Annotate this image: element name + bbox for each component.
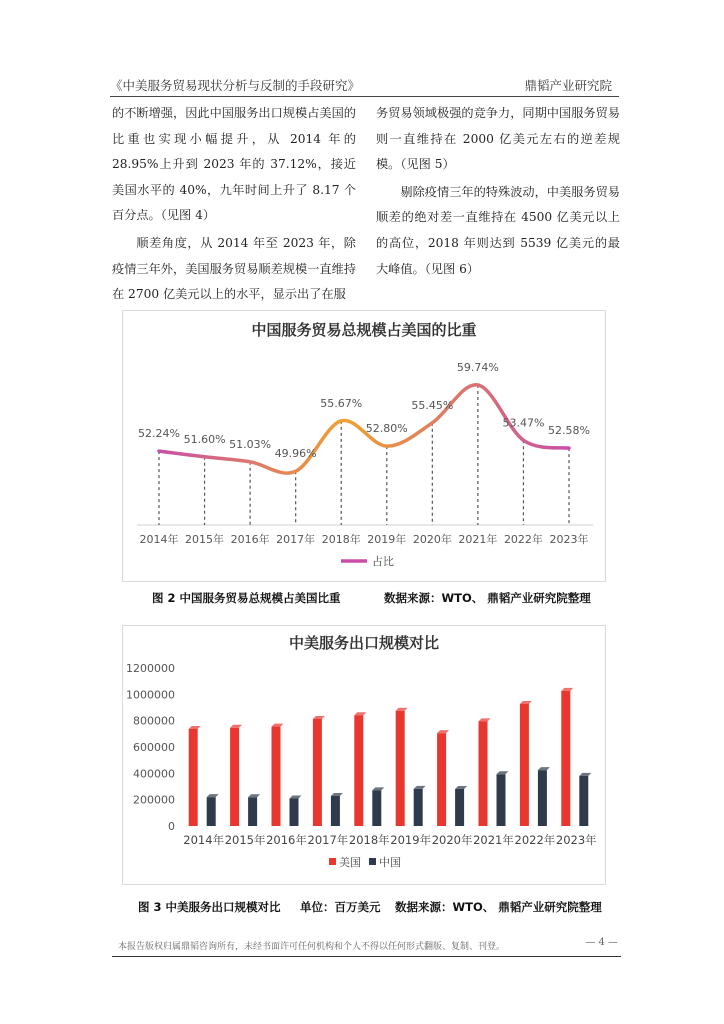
x-tick-label: 2020年: [431, 833, 473, 847]
x-tick-label: 2017年: [307, 833, 349, 847]
bar-top-usa: [561, 688, 573, 691]
y-tick-label: 1200000: [126, 662, 175, 675]
chart1-legend: [341, 554, 394, 568]
data-label: 52.58%: [548, 424, 590, 438]
page-number: — 4 —: [585, 937, 618, 948]
figure-2-source: 数据来源：WTO、 鼎韬产业研究院整理: [384, 591, 591, 605]
chart2-title: 中美服务出口规模对比: [288, 634, 440, 652]
x-tick-label: 2014年: [139, 533, 179, 546]
bar-usa: [437, 733, 446, 826]
bar-top-usa: [396, 708, 408, 711]
legend-label-usa: 美国: [339, 856, 361, 869]
bar-top-china: [207, 794, 219, 797]
paragraph-left-1: 的不断增强，因此中国服务出口规模占美国的比重也实现小幅提升，从 2014 年的 28.95%上升到 2023 年的 37.12%，接近美国水平的 40%，九年时间上升了 8.17 个百分点。（见图 4）: [112, 106, 356, 223]
legend-label-share: 占比: [372, 555, 394, 568]
legend-label-china: 中国: [379, 856, 401, 869]
legend-swatch-usa: [329, 858, 336, 865]
y-tick-label: 800000: [133, 714, 175, 728]
x-tick-label: 2022年: [503, 533, 543, 546]
data-label: 55.67%: [320, 396, 363, 410]
bar-usa: [230, 728, 239, 826]
bar-usa: [354, 715, 363, 826]
bar-china: [248, 797, 257, 826]
data-label: 53.47%: [502, 416, 545, 430]
x-tick-label: 2015年: [224, 833, 266, 847]
y-tick-label: 600000: [133, 741, 175, 754]
data-label: 55.45%: [411, 398, 454, 412]
page-header: [110, 76, 612, 94]
bar-top-china: [497, 771, 509, 774]
chart2-legend: [329, 855, 401, 869]
paragraph-right-1: 务贸易领域极强的竞争力，同期中国服务贸易则一直维持在 2000 亿美元左右的逆差规模。（见图 5）: [376, 106, 620, 172]
paragraph-right-2: 剔除疫情三年的特殊波动，中美服务贸易顺差的绝对差一直维持在 4500 亿美元以上的高位，2018 年则达到 5539 亿美元的最大峰值。（见图 6）: [376, 184, 620, 276]
x-tick-label: 2021年: [473, 833, 514, 847]
bar-usa: [313, 719, 322, 826]
bar-china: [497, 774, 506, 826]
header-divider: [110, 96, 619, 97]
figure-3-chart: [122, 625, 606, 885]
figure-2-caption: 图 2 中国服务贸易总规模占美国比重: [152, 591, 341, 605]
bar-china: [455, 789, 464, 826]
x-tick-label: 2023年: [549, 533, 589, 546]
bar-top-usa: [189, 726, 201, 729]
y-tick-label: 400000: [133, 767, 175, 781]
bar-top-usa: [354, 712, 366, 715]
body-column-left: [112, 101, 356, 308]
bar-top-china: [579, 773, 591, 776]
x-tick-label: 2019年: [367, 533, 407, 546]
footer-divider: [112, 956, 621, 957]
y-tick-label: 0: [168, 820, 175, 833]
bar-top-china: [248, 794, 260, 797]
bar-china: [372, 790, 381, 826]
bar-top-china: [455, 786, 467, 789]
bar-usa: [189, 729, 198, 826]
x-tick-label: 2016年: [230, 533, 270, 546]
x-tick-label: 2017年: [276, 533, 316, 546]
bar-top-usa: [479, 718, 491, 721]
export-bar-chart: [123, 626, 605, 884]
bar-usa: [272, 727, 281, 826]
bar-top-usa: [437, 730, 449, 733]
bar-usa: [479, 721, 488, 826]
bar-usa: [396, 711, 405, 826]
bar-china: [538, 770, 547, 826]
bar-top-china: [372, 787, 384, 790]
figure-3-unit: 单位：百万美元: [300, 900, 381, 914]
bar-top-usa: [272, 724, 284, 727]
data-label: 51.03%: [229, 437, 272, 451]
data-label: 49.96%: [274, 447, 317, 461]
body-column-right: [376, 101, 620, 282]
copyright-notice: 本报告版权归属鼎韬咨询所有，未经书面许可任何机构和个人不得以任何形式翻版、复制、刊登。: [118, 942, 506, 952]
chart1-title: 中国服务贸易总规模占美国的比重: [251, 321, 477, 339]
legend-swatch-china: [369, 858, 376, 865]
share-line-chart: [123, 311, 605, 581]
bar-top-usa: [230, 725, 242, 728]
document-title: 《中美服务贸易现状分析与反制的手段研究》: [110, 78, 361, 93]
figure-3-caption: 图 3 中美服务出口规模对比: [138, 900, 281, 914]
bar-china: [290, 798, 299, 826]
bar-china: [579, 776, 588, 826]
figure-2-chart: [122, 310, 606, 582]
figure-3-source: 数据来源：WTO、 鼎韬产业研究院整理: [395, 900, 602, 914]
y-tick-label: 1000000: [126, 688, 175, 702]
bar-top-usa: [520, 701, 532, 704]
data-label: 59.74%: [456, 360, 499, 374]
x-tick-label: 2022年: [514, 833, 556, 847]
data-label: 51.60%: [183, 432, 226, 446]
bar-china: [207, 797, 216, 826]
bar-top-usa: [313, 716, 325, 719]
bar-top-china: [331, 793, 343, 796]
bar-top-china: [414, 786, 426, 789]
organization-name: 鼎韬产业研究院: [524, 78, 612, 93]
x-tick-label: 2021年: [458, 533, 498, 546]
y-tick-label: 200000: [133, 793, 175, 807]
bar-top-china: [538, 767, 550, 770]
x-tick-label: 2018年: [321, 533, 361, 546]
bar-top-china: [290, 795, 302, 798]
bar-china: [414, 789, 423, 826]
bar-china: [331, 796, 340, 826]
bar-usa: [561, 691, 570, 826]
data-label: 52.80%: [365, 422, 408, 436]
x-tick-label: 2020年: [412, 533, 452, 546]
x-tick-label: 2023年: [555, 833, 597, 847]
x-tick-label: 2016年: [266, 833, 307, 847]
bar-usa: [520, 704, 529, 826]
paragraph-left-2: 顺差角度，从 2014 年至 2023 年，除疫情三年外，美国服务贸易顺差规模一直维持在 2700 亿美元以上的水平，显示出了在服: [112, 235, 356, 302]
x-tick-label: 2014年: [183, 833, 225, 847]
data-label: 52.24%: [138, 427, 180, 441]
x-tick-label: 2018年: [348, 833, 390, 847]
x-tick-label: 2015年: [185, 533, 225, 546]
x-tick-label: 2019年: [390, 833, 432, 847]
